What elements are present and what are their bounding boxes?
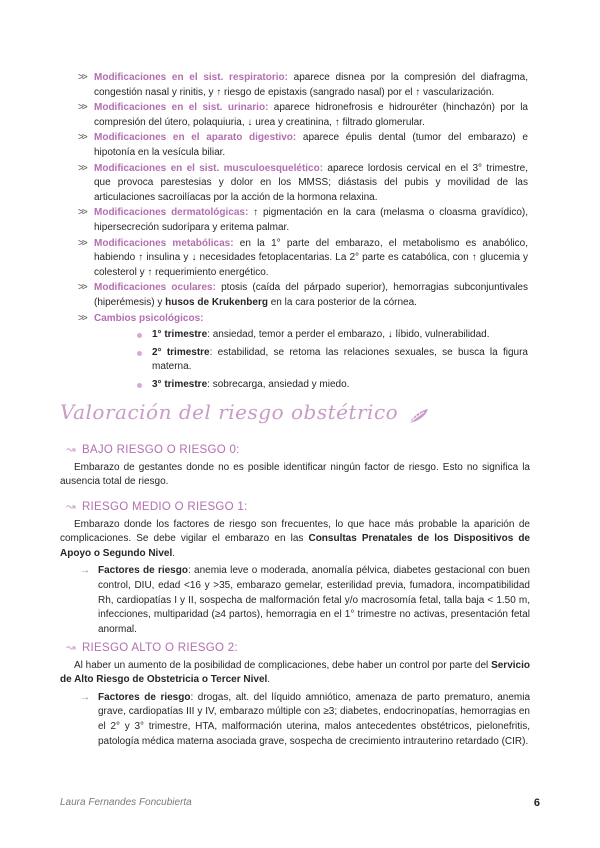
page-footer [60, 796, 540, 812]
list-item: >> Modificaciones en el aparato digestivo: aparece épulis dental (tumor del embarazo) e hipotonía en la vesícula biliar. [78, 132, 528, 158]
bullet-dot-icon [137, 333, 142, 338]
sublist-item: 2° trimestre: estabilidad, se retoma las relaciones sexuales, se busca la figura materna. [134, 346, 528, 375]
feather-icon [407, 407, 429, 425]
bullet-dot-icon [137, 383, 142, 388]
medium-risk-section [60, 500, 530, 637]
low-risk-text: Embarazo de gestantes donde no es posible identificar ningún factor de riesgo. Esto no significa la ausencia total de riesgo. [60, 461, 530, 488]
list-item: >> Modificaciones en el sist. musculoesquelético: aparece lordosis cervical en el 3° trimestre, que provoca parestesias y dolor en los MMSS; diástasis del pubis y movilidad de las articulaciones sacroilíacas por la acción de la hormona relaxina. [78, 162, 529, 203]
arrow-right-icon: → [80, 565, 90, 577]
modifications-list [78, 71, 528, 395]
list-item: >> Modificaciones oculares: ptosis (caída del párpado superior), hemorragias subconjuntivales (hiperémesis) y husos de Krukenberg en la cara posterior de la córnea. [78, 282, 528, 308]
page-number: 6 [533, 797, 540, 809]
high-risk-section [60, 641, 530, 749]
high-risk-heading: ↝ RIESGO ALTO O RIESGO 2: [66, 642, 238, 654]
bullet-dot-icon [137, 351, 142, 356]
arrow-icon: ↝ [66, 444, 76, 456]
double-chevron-icon: >> [78, 162, 86, 174]
arrow-icon: ↝ [66, 642, 76, 654]
arrow-icon: ↝ [66, 501, 76, 513]
low-risk-heading: ↝ BAJO RIESGO O RIESGO 0: [66, 444, 240, 456]
high-risk-text: Al haber un aumento de la posibilidad de complicaciones, debe haber un control por parte del Servicio de Alto Riesgo de Obstetricia o Tercer Nivel. [60, 659, 530, 686]
list-item: >> Modificaciones en el sist. respiratorio: aparece disnea por la compresión del diafragma, congestión nasal y rinitis, y ↑ riesgo de epistaxis (sangrado nasal) por el ↑ vascularización. [78, 72, 528, 98]
list-item: >> Modificaciones dermatológicas: ↑ pigmentación en la cara (melasma o cloasma gravídico), hipersecreción sudorípara y eritema palmar. [78, 207, 528, 233]
list-item: >> Cambios psicológicos: 1° trimestre: ansiedad, temor a perder el embarazo, ↓ líbido, vulnerabilidad. 2° trimestre: estabilidad, se retoma las relaciones sexuales, se busca la figura materna. 3° trimestre: sobrecarga, ansiedad y miedo. [78, 312, 528, 393]
double-chevron-icon: >> [78, 312, 86, 324]
arrow-right-icon: → [80, 691, 90, 703]
double-chevron-icon: >> [78, 102, 86, 114]
sublist-item: 3° trimestre: sobrecarga, ansiedad y miedo. [134, 378, 528, 393]
double-chevron-icon: >> [78, 132, 86, 144]
footer-author: Laura Fernandes Foncubierta [60, 797, 192, 808]
medium-risk-heading: ↝ RIESGO MEDIO O RIESGO 1: [66, 501, 248, 513]
sublist-item: 1° trimestre: ansiedad, temor a perder el embarazo, ↓ líbido, vulnerabilidad. [134, 328, 528, 343]
double-chevron-icon: >> [78, 207, 86, 219]
double-chevron-icon: >> [78, 237, 86, 249]
psychological-sublist [94, 328, 528, 392]
medium-risk-factors: → Factores de riesgo: anemia leve o moderada, anomalía pélvica, diabetes gestacional con buen control, DIU, edad <16 y >35, embarazo gemelar, esterilidad previa, fumadora, incompatibilidad Rh, cardiopatías I y II, sospecha de malformación fetal y/o macrosomía fetal, talla baja < 1.50 m, infecciones, multiparidad (≥4 partos), hemorragia en el 1° trimestre no activas, presentación fetal anormal. [80, 565, 530, 635]
section-title-block [60, 400, 540, 441]
section-title: Valoración del riesgo obstétrico [60, 400, 399, 424]
list-item: >> Modificaciones metabólicas: en la 1° parte del embarazo, el metabolismo es anabólico, habiendo ↑ insulina y ↓ necesidades fetoplacentarias. La 2° parte es catabólica, con ↑ glucemia y colesterol y ↑ requerimiento energético. [78, 237, 528, 278]
low-risk-section [60, 443, 530, 490]
medium-risk-text: Embarazo donde los factores de riesgo son frecuentes, lo que hace más probable la aparición de complicaciones. Se debe vigilar el embarazo en las Consultas Prenatales de los Dispositivos de Apoyo o Segundo Nivel. [60, 518, 530, 559]
high-risk-factors: → Factores de riesgo: drogas, alt. del líquido amniótico, amenaza de parto prematuro, anemia grave, cardiopatías III y IV, embarazo múltiple con ≥3; diabetes, endocrinopatías, hemorragias en el 2° y 3° trimestre, HTA, malformación uterina, malos antecedentes obstétricos, pielonefritis, patología médica materna asociada grave, sospecha de crecimiento intrauterino retardado (CIR). [80, 691, 531, 747]
double-chevron-icon: >> [78, 72, 86, 83]
double-chevron-icon: >> [78, 282, 86, 294]
list-item: >> Modificaciones en el sist. urinario: aparece hidronefrosis e hidrouréter (hinchazón) por la compresión del útero, polaquiuria, ↓ urea y creatinina, ↑ filtrado glomerular. [78, 102, 528, 128]
